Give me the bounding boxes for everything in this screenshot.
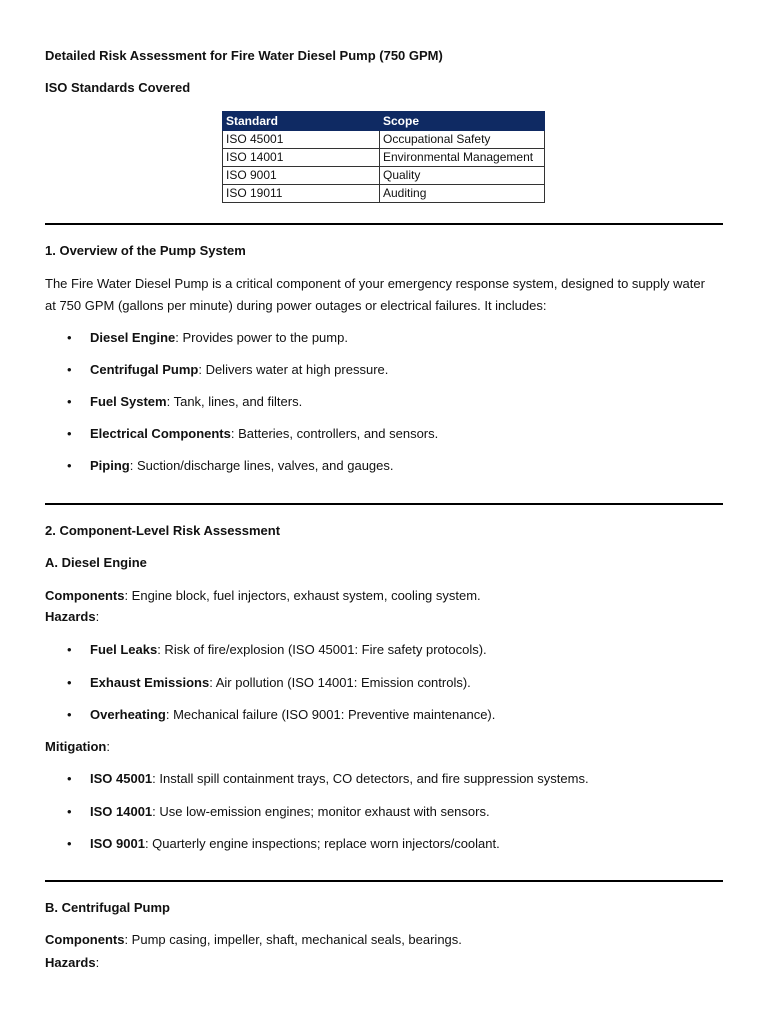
section2-heading: 2. Component-Level Risk Assessment — [45, 523, 281, 538]
components-label: Components — [45, 588, 125, 603]
list-item-term: Fuel System — [90, 394, 167, 409]
mitigation-colon: : — [106, 739, 111, 754]
table-row — [223, 131, 545, 149]
section-divider — [45, 223, 723, 225]
document-title: Detailed Risk Assessment for Fire Water Diesel Pump (750 GPM) — [45, 48, 443, 63]
bullet-icon: • — [67, 362, 72, 377]
list-item-term: ISO 45001 — [90, 771, 153, 786]
table-cell: Auditing — [380, 185, 545, 203]
list-item-text: : Suction/discharge lines, valves, and gauges. — [129, 458, 394, 473]
bullet-icon: • — [67, 426, 72, 441]
list-item-term: Overheating — [90, 707, 166, 722]
table-cell: Environmental Management — [380, 149, 545, 167]
list-item-term: ISO 9001 — [90, 836, 145, 851]
components-label: Components — [45, 932, 125, 947]
subsection-a-hazards-label — [45, 606, 99, 628]
hazards-label: Hazards — [45, 955, 96, 970]
list-item-term: Exhaust Emissions — [90, 675, 210, 690]
section-divider — [45, 880, 723, 882]
list-item-text: : Quarterly engine inspections; replace worn injectors/coolant. — [144, 836, 500, 851]
table-cell: Quality — [380, 167, 545, 185]
list-item-text: : Provides power to the pump. — [175, 330, 348, 345]
bullet-icon: • — [67, 458, 72, 473]
list-item-term: Piping — [90, 458, 130, 473]
list-item-term: Fuel Leaks — [90, 642, 158, 657]
bullet-icon: • — [67, 330, 72, 345]
list-item-text: : Tank, lines, and filters. — [166, 394, 303, 409]
components-text: : Pump casing, impeller, shaft, mechanical seals, bearings. — [124, 932, 462, 947]
bullet-icon: • — [67, 675, 72, 690]
hazards-label: Hazards — [45, 609, 96, 624]
section1-heading: 1. Overview of the Pump System — [45, 243, 246, 258]
table-header-row — [223, 112, 545, 131]
list-item-text: : Mechanical failure (ISO 9001: Preventive maintenance). — [165, 707, 496, 722]
table-header-cell: Scope — [380, 112, 545, 131]
bullet-icon: • — [67, 771, 72, 786]
hazards-colon: : — [95, 955, 100, 970]
bullet-icon: • — [67, 394, 72, 409]
table-header-cell: Standard — [223, 112, 380, 131]
list-item-text: : Delivers water at high pressure. — [198, 362, 389, 377]
subsection-b-hazards-label — [45, 952, 99, 974]
subsection-b-heading: B. Centrifugal Pump — [45, 900, 170, 915]
bullet-icon: • — [67, 836, 72, 851]
list-item-text: : Risk of fire/explosion (ISO 45001: Fire safety protocols). — [157, 642, 487, 657]
list-item-term: ISO 14001 — [90, 804, 153, 819]
list-item-text: : Use low-emission engines; monitor exhaust with sensors. — [152, 804, 490, 819]
standards-table — [222, 111, 545, 203]
table-row — [223, 167, 545, 185]
list-item-text: : Install spill containment trays, CO detectors, and fire suppression systems. — [152, 771, 589, 786]
mitigation-label: Mitigation — [45, 739, 107, 754]
table-cell: ISO 14001 — [223, 149, 380, 167]
table-cell: ISO 9001 — [223, 167, 380, 185]
list-item-term: Electrical Components — [90, 426, 231, 441]
standards-heading: ISO Standards Covered — [45, 80, 191, 95]
list-item-text: : Air pollution (ISO 14001: Emission controls). — [209, 675, 471, 690]
hazards-colon: : — [95, 609, 100, 624]
list-item-term: Diesel Engine — [90, 330, 176, 345]
table-cell: ISO 19011 — [223, 185, 380, 203]
bullet-icon: • — [67, 707, 72, 722]
subsection-a-heading: A. Diesel Engine — [45, 555, 147, 570]
table-row — [223, 185, 545, 203]
subsection-a-mitigation-label — [45, 736, 110, 758]
section-divider — [45, 503, 723, 505]
table-cell: Occupational Safety — [380, 131, 545, 149]
list-item-term: Centrifugal Pump — [90, 362, 199, 377]
bullet-icon: • — [67, 804, 72, 819]
table-cell: ISO 45001 — [223, 131, 380, 149]
section1-intro: The Fire Water Diesel Pump is a critical component of your emergency response system, designed to supply water at 750 GPM (gallons per minute) during power outages or electrical failures. It includes: — [45, 276, 705, 313]
components-text: : Engine block, fuel injectors, exhaust system, cooling system. — [124, 588, 481, 603]
subsection-b-components — [45, 929, 462, 951]
list-item-text: : Batteries, controllers, and sensors. — [230, 426, 439, 441]
table-row — [223, 149, 545, 167]
subsection-a-components — [45, 585, 481, 607]
bullet-icon: • — [67, 642, 72, 657]
